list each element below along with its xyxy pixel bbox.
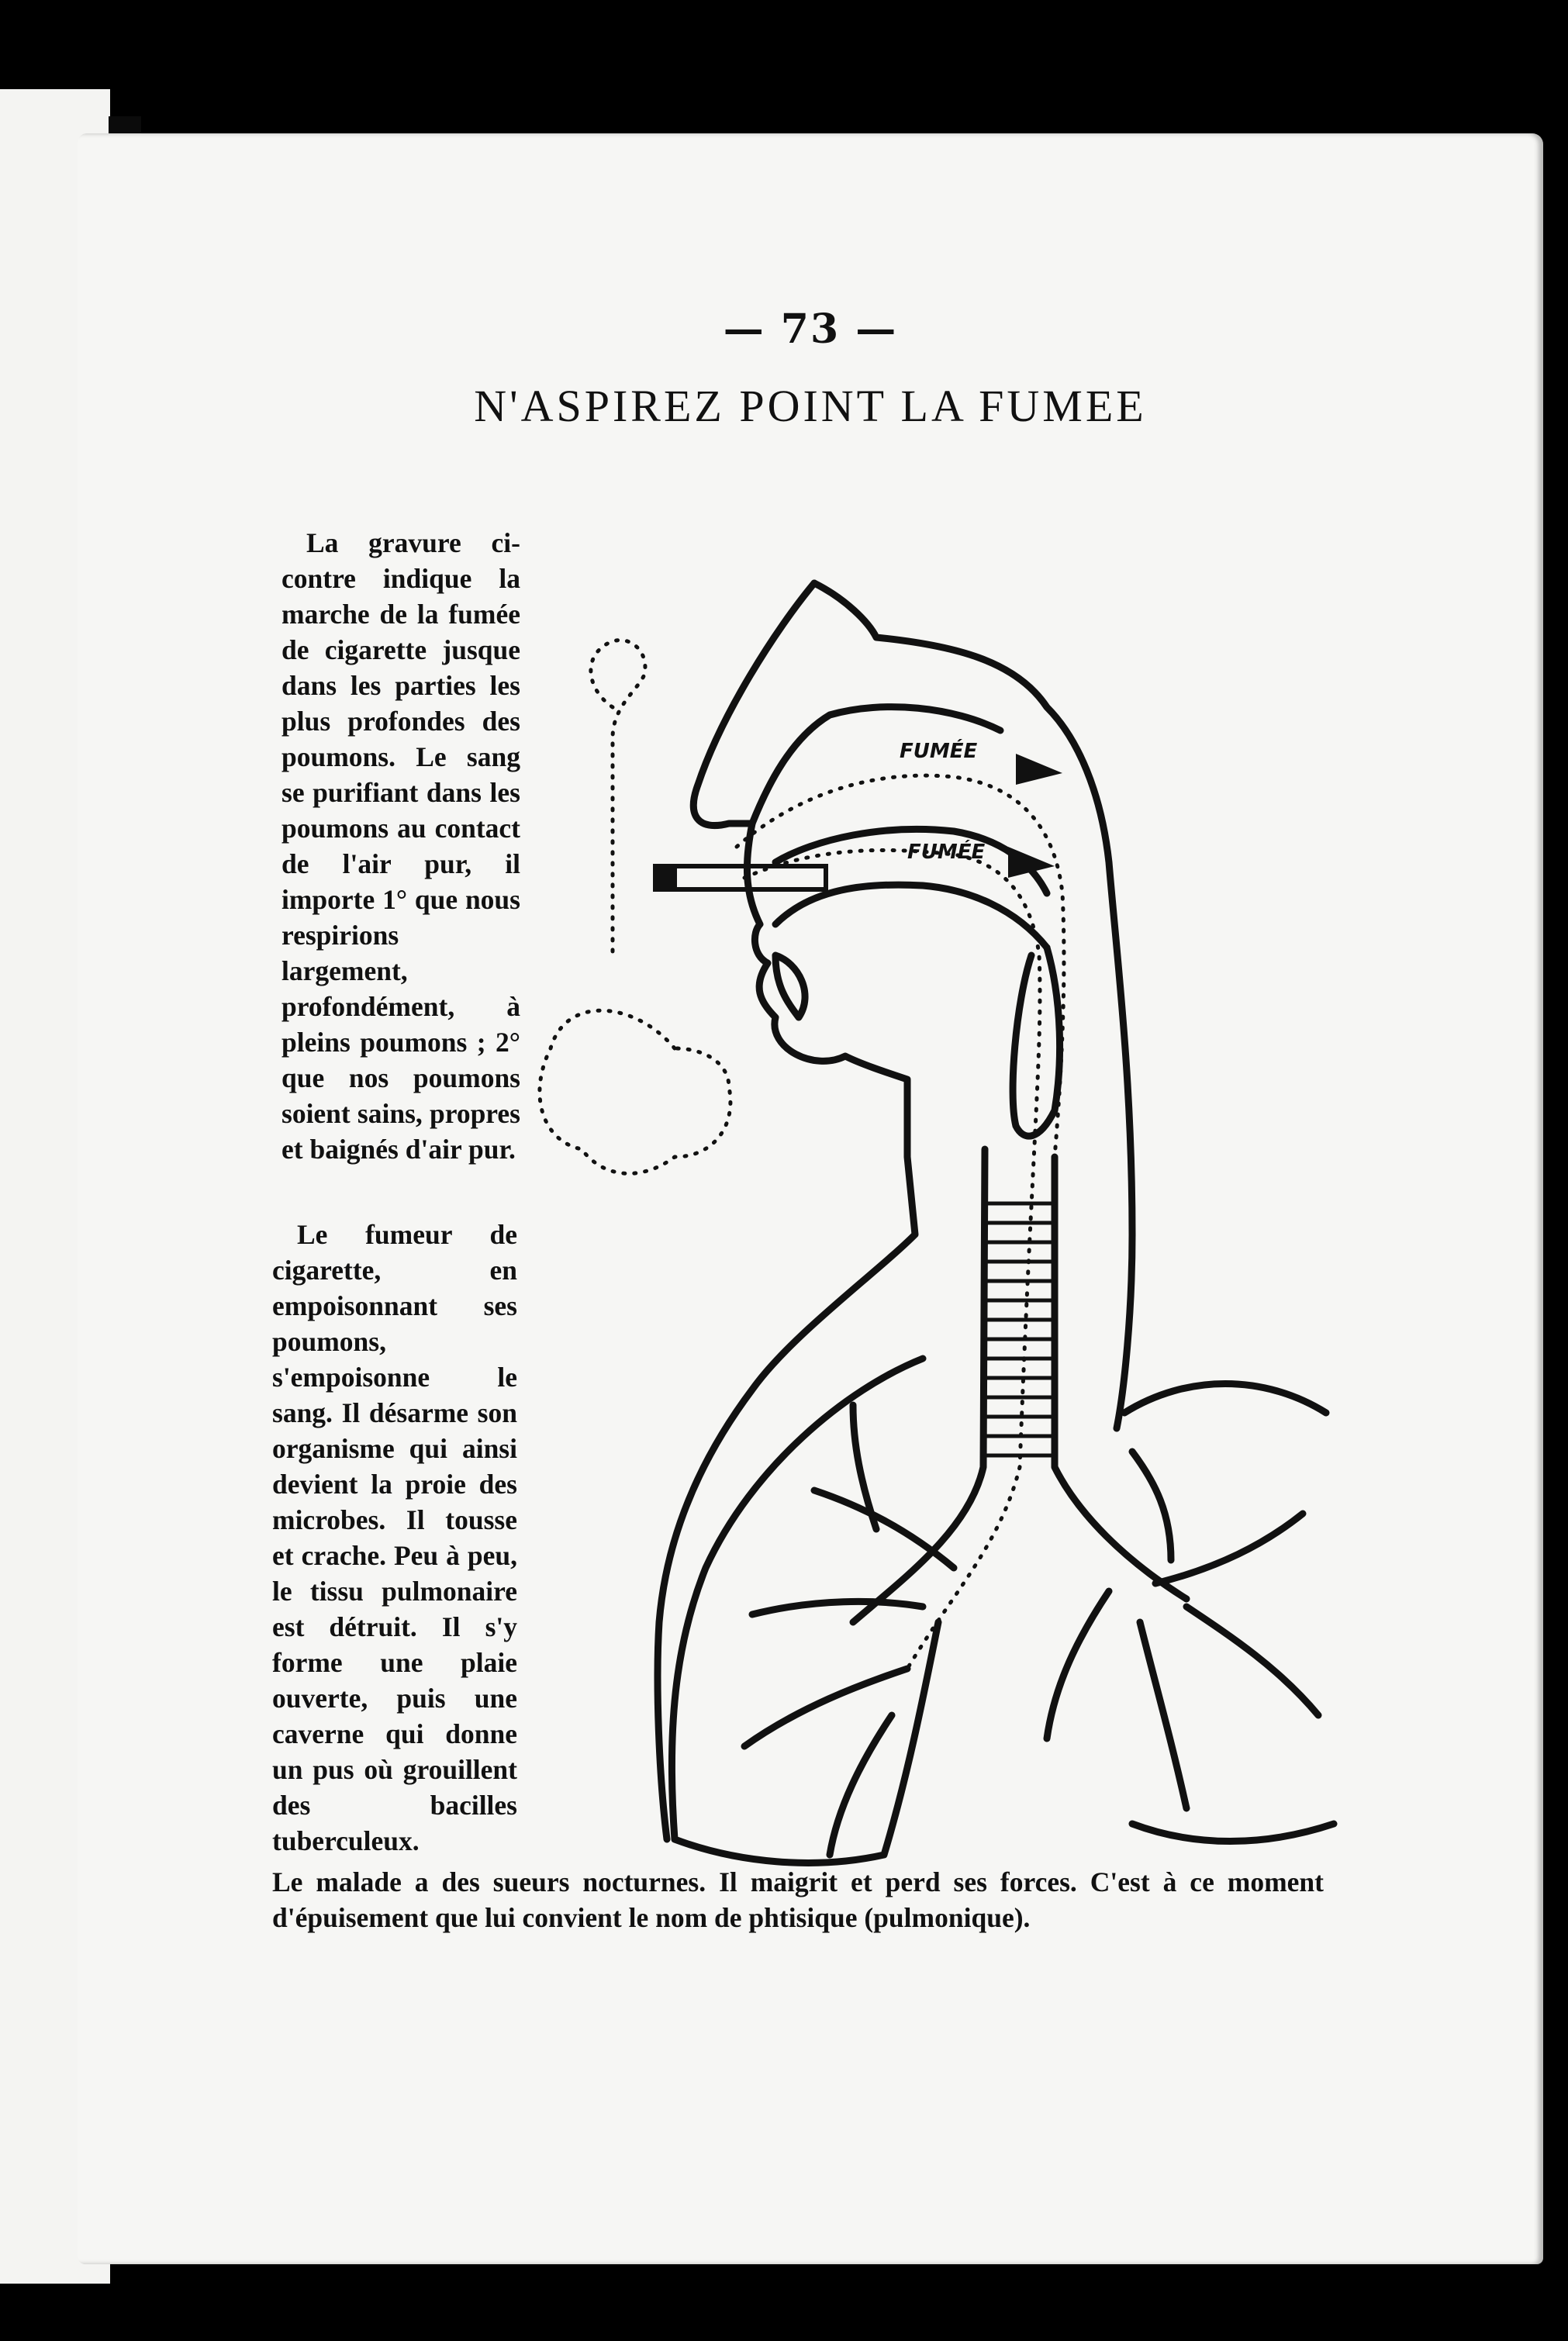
paragraph-intro	[281, 525, 520, 1167]
bronchial-tree	[744, 1405, 1318, 1855]
smoke-arrow-upper-icon	[1016, 754, 1062, 785]
mouth-opening	[775, 955, 805, 1017]
page-title: N'ASPIREZ POINT LA FUMEE	[474, 381, 1147, 431]
smoke-label-upper: FUMÉE	[900, 740, 978, 763]
tongue	[775, 885, 1047, 948]
page-number: — 73 —	[723, 306, 898, 353]
diaphragm-line	[1132, 1824, 1334, 1842]
paragraph-smoker-tail: Le malade a des sueurs nocturnes. Il maigrit et perd ses forces. C'est à ce moment d'épuisement que lui convient le nom de phtisique (pulmonique).	[272, 1866, 1324, 1933]
paragraph-smoker-text: Le fumeur de cigarette, en empoisonnant ses poumons, s'empoisonne le sang. Il désarme son organisme qui ainsi devient la proie des microbes. Il tousse et crache. Peu à peu, le tissu pulmonaire est détruit. Il s'y forme une plaie ouverte, puis une caverne qui donne un pus où grouillent des bacilles tuberculeux.	[272, 1219, 517, 1856]
respiratory-smoke-illustration	[520, 459, 1357, 1948]
exhaled-smoke-cloud	[540, 1010, 730, 1173]
lung-outline	[672, 1359, 938, 1863]
head-profile-outline	[658, 583, 915, 1839]
cigarette	[655, 866, 826, 889]
paragraph-smoker	[272, 1217, 517, 1859]
trachea-rings	[985, 1203, 1055, 1455]
nasal-cavity	[752, 707, 1000, 823]
book-page	[78, 133, 1543, 2264]
right-lung-outline	[1124, 1384, 1326, 1414]
rising-smoke-trail	[591, 640, 645, 955]
paragraph-intro-text: La gravure ci-contre indique la marche de la fumée de cigarette jusque dans les parties les plus profondes des poumons. Le sang se purifiant dans les poumons au contact de l'air pur, il importe 1° que nous respirions largement, profondément, à pleins poumons ; 2° que nos poumons soient sains, propres et baignés d'air pur.	[281, 527, 520, 1165]
smoke-label-lower: FUMÉE	[907, 841, 986, 864]
